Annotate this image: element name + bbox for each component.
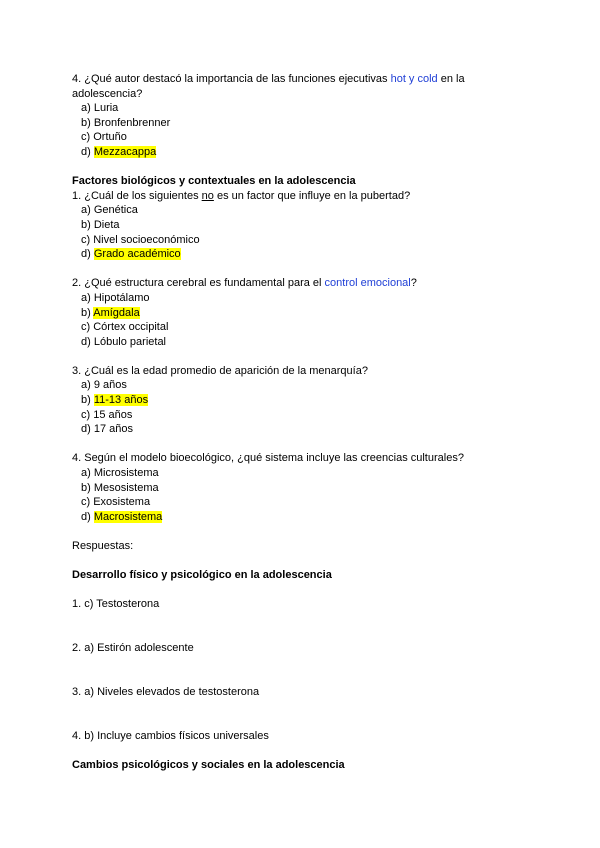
option-b: b) Dieta [81,218,120,231]
answer-highlight: Amígdala [93,306,140,319]
option-a: a) Luria [81,102,119,115]
option-a: a) Genética [81,204,138,217]
section-title: Desarrollo físico y psicológico en la adolescencia [72,569,332,582]
option-c: c) Exosistema [81,496,151,509]
answer-item: 1. c) Testosterona [72,598,160,611]
answer-item: 4. b) Incluye cambios físicos universales [72,729,269,742]
answer-highlight: Mezzacappa [93,145,157,158]
option-c: c) 15 años [81,408,133,421]
answer-highlight: Macrosistema [93,510,163,523]
option-c: c) Nivel socioeconómico [81,233,200,246]
highlighted-term: hot y cold [390,73,438,85]
question-3-menarquia: 3. ¿Cuál es la edad promedio de aparición de la menarquía? [72,364,368,377]
question-4-executive-functions [72,72,552,101]
highlighted-term: control emocional [324,277,411,290]
option-b-correct: b) Amígdala [81,306,140,319]
answer-highlight: 11-13 años [93,394,149,407]
option-c: c) Ortuño [81,131,127,144]
option-d: d) 17 años [81,423,133,436]
question-2-estructura-cerebral: 2. ¿Qué estructura cerebral es fundamental para el control emocional? [72,277,417,290]
question-1-pubertad: 1. ¿Cuál de los siguientes no es un factor que influye en la pubertad? [72,189,411,202]
option-a: a) 9 años [81,379,127,392]
option-b: b) Mesosistema [81,481,159,494]
question-text: en la [437,73,465,85]
option-b: b) Bronfenbrenner [81,116,171,129]
option-a: a) Hipotálamo [81,291,150,304]
option-d-correct: d) Macrosistema [81,510,163,523]
option-d-correct: d) Grado académico [81,248,181,261]
section-title: Cambios psicológicos y sociales en la adolescencia [72,758,345,771]
question-text: 4. ¿Qué autor destacó la importancia de las funciones ejecutivas [72,73,391,85]
answers-label: Respuestas: [72,540,134,552]
answer-highlight: Grado académico [93,248,181,261]
option-c: c) Córtex occipital [81,321,169,334]
section-title: Factores biológicos y contextuales en la adolescencia [72,175,356,188]
document-page [72,72,552,773]
option-d: d) Lóbulo parietal [81,335,167,348]
option-d-correct: d) Mezzacappa [81,145,157,158]
option-a: a) Microsistema [81,467,159,480]
question-text: adolescencia? [72,87,143,100]
question-4-bioecologico: 4. Según el modelo bioecológico, ¿qué sistema incluye las creencias culturales? [72,452,464,465]
underlined-word: no [201,189,214,202]
answer-item: 2. a) Estirón adolescente [72,642,194,655]
answer-item: 3. a) Niveles elevados de testosterona [72,685,260,698]
option-b-correct: b) 11-13 años [81,394,149,407]
